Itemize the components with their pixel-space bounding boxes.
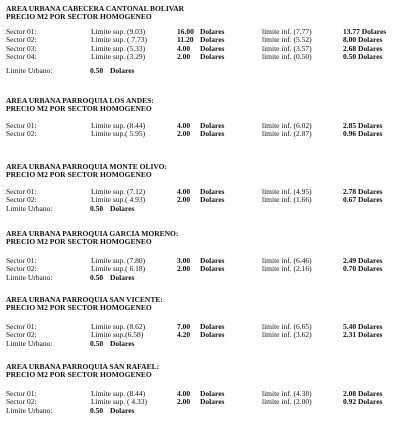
section-subtitle: PRECIO M2 POR SECTOR HOMOGENEO <box>6 370 152 379</box>
sector-label: Sector 01: <box>6 389 37 398</box>
lower-price: 0.70 Dolares <box>343 264 383 274</box>
sector-label: Sector 02: <box>6 35 37 45</box>
urban-limit-row <box>6 67 406 75</box>
upper-currency: Dolares <box>200 121 225 130</box>
urban-limit-price: 0.50 <box>90 405 104 415</box>
urban-limit-price: 0.50 <box>90 338 104 348</box>
lower-price: 2.49 Dolares <box>343 256 383 265</box>
upper-price: 2.00 <box>177 397 191 407</box>
sector-label: Sector 02: <box>6 330 37 340</box>
sector-label: Sector 04: <box>6 51 37 61</box>
sector-label: Sector 02: <box>6 129 37 139</box>
lower-price: 8.00 Dolares <box>343 35 383 45</box>
upper-currency: Dolares <box>200 187 225 196</box>
upper-limit-label: Limite sup. (8.62) <box>91 322 146 331</box>
lower-limit-label: limite inf. (6.02) <box>262 121 312 130</box>
lower-price: 2.08 Dolares <box>343 389 383 398</box>
urban-limit-label: Limite Urbano: <box>6 203 53 213</box>
lower-limit-label: limite inf. (6.46) <box>262 256 312 265</box>
upper-currency: Dolares <box>200 195 225 205</box>
section-subtitle: PRECIO M2 POR SECTOR HOMOGENEO <box>6 12 152 21</box>
sector-row <box>6 196 406 204</box>
sector-label: Sector 03: <box>6 43 37 53</box>
upper-limit-label: Limite sup.( 4.93) <box>91 195 146 205</box>
section-subtitle: PRECIO M2 POR SECTOR HOMOGENEO <box>6 237 152 246</box>
sector-row <box>6 398 406 406</box>
sector-label: Sector 01: <box>6 187 37 196</box>
urban-limit-price: 0.50 <box>90 66 104 76</box>
lower-price: 2.85 Dolares <box>343 121 383 130</box>
lower-limit-label: limite inf. (2.00) <box>262 397 312 407</box>
lower-price: 2.78 Dolares <box>343 187 383 196</box>
lower-limit-label: limite inf. (4.38) <box>262 389 312 398</box>
lower-limit-label: limite inf. (6.65) <box>262 322 312 331</box>
upper-price: 11.20 <box>177 35 194 45</box>
urban-limit-currency: Dolares <box>110 203 135 213</box>
lower-price: 0.92 Dolares <box>343 397 383 407</box>
upper-limit-label: Limite sup.( 5.95) <box>91 129 146 139</box>
section-san-rafael <box>6 363 406 415</box>
lower-price: 2.68 Dolares <box>343 43 383 53</box>
lower-limit-label: limite inf. (3.62) <box>262 330 312 340</box>
sector-label: Sector 02: <box>6 195 37 205</box>
urban-limit-currency: Dolares <box>110 405 135 415</box>
urban-limit-label: Limite Urbano: <box>6 272 53 282</box>
urban-limit-row <box>6 205 406 213</box>
section-garcia-moreno <box>6 230 406 282</box>
sector-label: Sector 01: <box>6 322 37 331</box>
upper-currency: Dolares <box>200 264 225 274</box>
upper-price: 16.00 <box>177 27 194 36</box>
section-title: AREA URBANA PARROQUIA LOS ANDES: <box>6 96 154 105</box>
urban-limit-price: 0.50 <box>90 272 104 282</box>
upper-currency: Dolares <box>200 27 225 36</box>
upper-limit-label: Limite sup. (3.29) <box>91 51 146 61</box>
upper-limit-label: Limite sup. (9.03) <box>91 27 146 36</box>
urban-limit-row <box>6 340 406 348</box>
section-subtitle: PRECIO M2 POR SECTOR HOMOGENEO <box>6 104 152 113</box>
section-san-vicente <box>6 296 406 348</box>
section-los-andes <box>6 97 406 139</box>
upper-limit-label: Limite sup.(6.58) <box>91 330 144 340</box>
upper-price: 4.00 <box>177 187 191 196</box>
upper-price: 2.00 <box>177 264 191 274</box>
upper-limit-label: Limite sup.( 6.18) <box>91 264 146 274</box>
urban-limit-currency: Dolares <box>110 66 135 76</box>
sector-label: Sector 02: <box>6 264 37 274</box>
section-title: AREA URBANA CABECERA CANTONAL BOLIVAR <box>6 4 185 13</box>
lower-limit-label: limite inf. (1.66) <box>262 195 312 205</box>
section-subtitle: PRECIO M2 POR SECTOR HOMOGENEO <box>6 303 152 312</box>
upper-price: 2.00 <box>177 51 191 61</box>
upper-price: 3.00 <box>177 256 191 265</box>
lower-limit-label: limite inf. (7.77) <box>262 27 312 36</box>
sector-label: Sector 02: <box>6 397 37 407</box>
urban-limit-row <box>6 274 406 282</box>
upper-price: 4.00 <box>177 43 191 53</box>
upper-currency: Dolares <box>200 389 225 398</box>
lower-limit-label: limite inf. (3.57) <box>262 43 312 53</box>
upper-currency: Dolares <box>200 43 225 53</box>
urban-limit-label: Limite Urbano: <box>6 338 53 348</box>
urban-limit-label: Limite Urbano: <box>6 405 53 415</box>
lower-price: 0.67 Dolares <box>343 195 383 205</box>
upper-price: 4.20 <box>177 330 191 340</box>
upper-currency: Dolares <box>200 330 225 340</box>
urban-limit-currency: Dolares <box>110 338 135 348</box>
upper-limit-label: Limite sup. (8.44) <box>91 389 146 398</box>
upper-price: 4.00 <box>177 121 191 130</box>
upper-price: 2.00 <box>177 195 191 205</box>
upper-currency: Dolares <box>200 129 225 139</box>
upper-price: 2.00 <box>177 129 191 139</box>
lower-limit-label: limite inf. (0.50) <box>262 51 312 61</box>
section-title: AREA URBANA PARROQUIA SAN VICENTE: <box>6 295 163 304</box>
lower-price: 13.77 Dolares <box>343 27 387 36</box>
upper-price: 7.00 <box>177 322 191 331</box>
upper-limit-label: Limite sup. ( 7.73) <box>91 35 148 45</box>
sector-label: Sector 01: <box>6 27 37 36</box>
urban-limit-row <box>6 407 406 415</box>
urban-limit-price: 0.50 <box>90 203 104 213</box>
upper-limit-label: Limite sup. (5.33) <box>91 43 146 53</box>
sector-row <box>6 130 406 138</box>
sector-label: Sector 01: <box>6 121 37 130</box>
section-monte-olivo <box>6 163 406 213</box>
upper-currency: Dolares <box>200 322 225 331</box>
lower-limit-label: limite inf. (5.52) <box>262 35 312 45</box>
urban-limit-label: Limite Urbano: <box>6 66 53 76</box>
lower-limit-label: limite inf. (2.87) <box>262 129 312 139</box>
upper-currency: Dolares <box>200 256 225 265</box>
section-subtitle: PRECIO M2 POR SECTOR HOMOGENEO <box>6 170 152 179</box>
upper-currency: Dolares <box>200 397 225 407</box>
lower-price: 2.31 Dolares <box>343 330 383 340</box>
upper-limit-label: Limite sup. (7.80) <box>91 256 146 265</box>
lower-price: 0.96 Dolares <box>343 129 383 139</box>
upper-limit-label: Limite sup. (7.12) <box>91 187 146 196</box>
upper-currency: Dolares <box>200 35 225 45</box>
section-title: AREA URBANA PARROQUIA SAN RAFAEL: <box>6 362 160 371</box>
lower-price: 5.40 Dolares <box>343 322 383 331</box>
section-cabecera-bolivar <box>6 5 406 75</box>
upper-price: 4.00 <box>177 389 191 398</box>
section-title: AREA URBANA PARROQUIA GARCIA MORENO: <box>6 229 179 238</box>
urban-limit-currency: Dolares <box>110 272 135 282</box>
lower-limit-label: limite inf. (4.95) <box>262 187 312 196</box>
upper-limit-label: Limite sup. ( 4.33) <box>91 397 148 407</box>
section-title: AREA URBANA PARROQUIA MONTE OLIVO: <box>6 162 167 171</box>
sector-row <box>6 331 406 339</box>
sector-label: Sector 01: <box>6 256 37 265</box>
upper-limit-label: Limite sup. (8.44) <box>91 121 146 130</box>
sector-row <box>6 265 406 273</box>
lower-price: 0.50 Dolares <box>343 51 383 61</box>
upper-currency: Dolares <box>200 51 225 61</box>
lower-limit-label: limite inf. (2.16) <box>262 264 312 274</box>
sector-row <box>6 53 406 61</box>
